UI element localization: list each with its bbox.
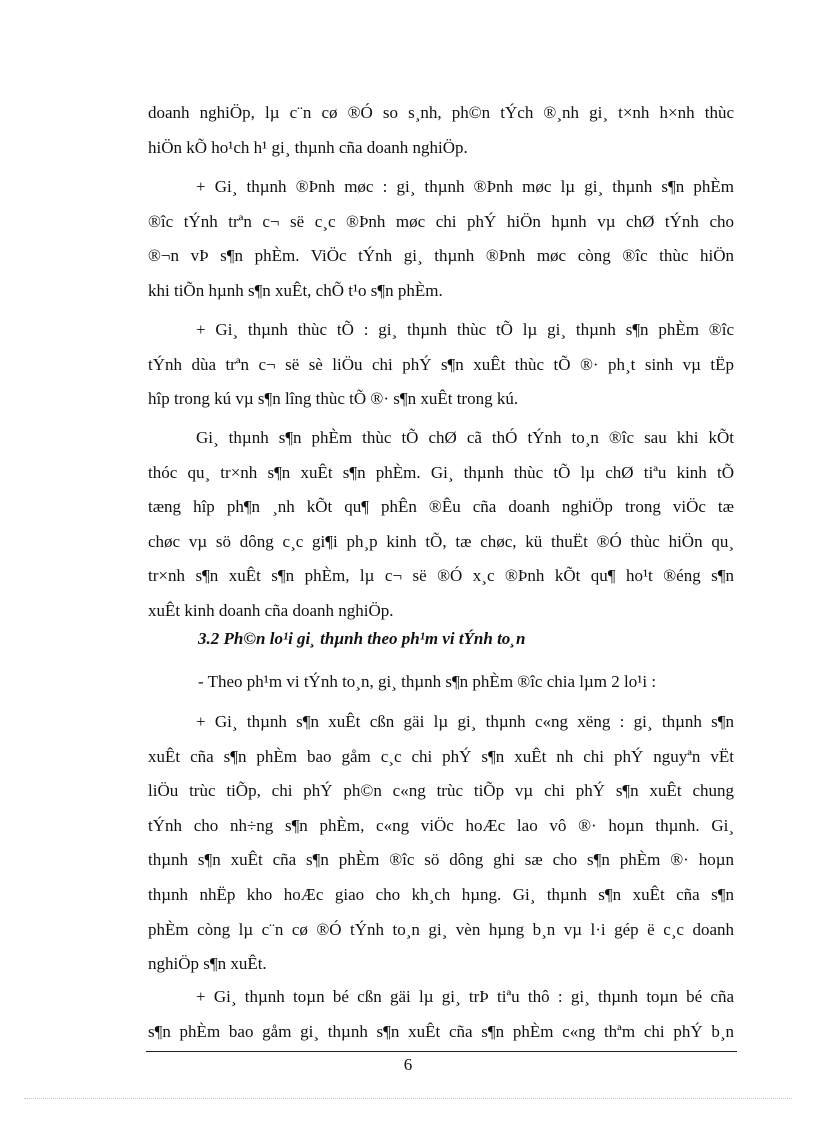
text-line: + Gi¸ thµnh s¶n xuÊt cßn gäi lµ gi¸ thµnh c«ng xëng : gi¸ thµnh s¶n [196, 712, 734, 731]
text-line: thµnh s¶n xuÊt cña s¶n phÈm ®îc sö dông ghi sæ cho s¶n phÈm ®· hoµn [148, 850, 734, 870]
text-line: doanh nghiÖp, lµ c¨n cø ®Ó so s¸nh, ph©n tÝch ®¸nh gi¸ t×nh h×nh thùc [148, 103, 734, 122]
text-line: tæng hîp ph¶n ¸nh kÕt qu¶ phÊn ®Êu cña doanh nghiÖp trong viÖc tæ [148, 497, 734, 517]
text-line: nghiÖp s¶n xuÊt. [148, 954, 267, 974]
text-line: hîp trong kú vµ s¶n lîng thùc tÕ ®· s¶n xuÊt trong kú. [148, 389, 519, 409]
text-line: xuÊt cña s¶n phÈm bao gåm c¸c chi phÝ s¶n xuÊt nh chi phÝ nguyªn vËt [148, 746, 734, 766]
text-line: - Theo ph¹m vi tÝnh to¸n, gi¸ thµnh s¶n phÈm ®îc chia lµm 2 lo¹i : [198, 672, 657, 691]
text-line: xuÊt kinh doanh cña doanh nghiÖp. [148, 600, 394, 620]
text-line: Gi¸ thµnh s¶n phÈm thùc tÕ chØ cã thÓ tÝnh to¸n ®îc sau khi kÕt [196, 428, 734, 447]
text-line: tr×nh s¶n xuÊt s¶n phÈm, lµ c¬ së ®Ó x¸c ®Þnh kÕt qu¶ ho¹t ®éng s¶n [148, 566, 734, 586]
text-line: + Gi¸ thµnh toµn bé cßn gäi lµ gi¸ trÞ tiªu thô : gi¸ thµnh toµn bé cña [196, 987, 734, 1006]
paragraph-gia-thanh-toan-bo [148, 980, 734, 1049]
paragraph-gia-thanh-dinh-muc [148, 170, 734, 308]
paragraph-gia-thanh-san-pham-thuc-te [148, 421, 734, 629]
text-line: tÝnh cho nh÷ng s¶n phÈm, c«ng viÖc hoÆc lao vô ®· hoµn thµnh. Gi¸ [148, 815, 734, 835]
paragraph-gia-thanh-thuc-te [148, 313, 734, 417]
text-line: thµnh nhËp kho hoÆc giao cho kh¸ch hµng. Gi¸ thµnh s¶n xuÊt cña s¶n [148, 884, 734, 904]
text-line: liÖu trùc tiÕp, chi phÝ ph©n c«ng trùc tiÕp vµ chi phÝ s¶n xuÊt chung [148, 781, 734, 801]
footer-rule [146, 1051, 737, 1052]
text-line: ®¬n vÞ s¶n phÈm. ViÖc tÝnh gi¸ thµnh ®Þnh møc còng ®îc thùc hiÖn [148, 246, 734, 266]
paragraph-gia-thanh-san-xuat [148, 705, 734, 982]
text-line: ®îc tÝnh trªn c¬ së c¸c ®Þnh møc chi phÝ hiÖn hµnh vµ chØ tÝnh cho [148, 211, 734, 231]
text-line: chøc vµ sö dông c¸c gi¶i ph¸p kinh tÕ, tæ chøc, kü thuËt ®Ó thùc hiÖn qu¸ [148, 531, 734, 551]
text-line: + Gi¸ thµnh ®Þnh møc : gi¸ thµnh ®Þnh møc lµ gi¸ thµnh s¶n phÈm [196, 177, 734, 196]
text-line: khi tiÕn hµnh s¶n xuÊt, chÕ t¹o s¶n phÈm. [148, 280, 443, 300]
text-line: phÈm còng lµ c¨n cø ®Ó tÝnh to¸n gi¸ vèn hµng b¸n vµ l·i gép ë c¸c doanh [148, 919, 734, 939]
section-heading: 3.2 Ph©n lo¹i gi¸ thµnh theo ph¹m vi tÝnh to¸n [198, 629, 526, 648]
text-line: s¶n phÈm bao gåm gi¸ thµnh s¶n xuÊt cña s¶n phÈm c«ng thªm chi phÝ b¸n [148, 1021, 734, 1041]
text-line: hiÖn kÕ ho¹ch h¹ gi¸ thµnh cña doanh nghiÖp. [148, 137, 468, 157]
text-line: + Gi¸ thµnh thùc tÕ : gi¸ thµnh thùc tÕ lµ gi¸ thµnh s¶n phÈm ®îc [196, 320, 734, 339]
text-line: tÝnh dùa trªn c¬ së sè liÖu chi phÝ s¶n xuÊt thùc tÕ ®· ph¸t sinh vµ tËp [148, 354, 734, 374]
page-break-line [24, 1098, 792, 1099]
text-line: thóc qu¸ tr×nh s¶n xuÊt s¶n phÈm. Gi¸ thµnh thùc tÕ lµ chØ tiªu kinh tÕ [148, 462, 734, 482]
paragraph-theo-pham-vi [148, 665, 734, 700]
page-number: 6 [403, 1055, 413, 1074]
paragraph-1 [148, 96, 734, 165]
